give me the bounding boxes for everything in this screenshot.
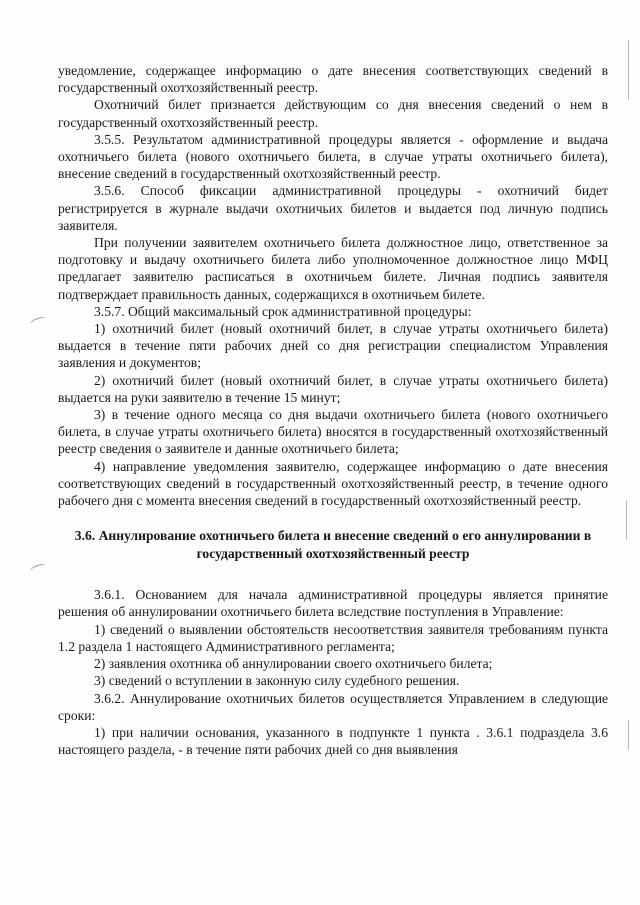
- paragraph-3-5-5: 3.5.5. Результатом административной процедуры является - оформление и выдача охотничьего билета (нового охотничьего билета, в случае утраты охотничьего билета), внесение сведений в государственный охотхозяйственный реестр.: [58, 131, 608, 182]
- scan-edge-line: [628, 720, 629, 750]
- list-item: 1) сведений о выявлении обстоятельств несоответствия заявителя требованиям пункта 1.2 раздела 1 настоящего Административного регламента;: [58, 621, 608, 654]
- scan-edge-line: [626, 500, 627, 540]
- list-item: 1) при наличии основания, указанного в подпункте 1 пункта . 3.6.1 подраздела 3.6 настоящего раздела, - в течение пяти рабочих дней со дня выявления: [58, 724, 608, 758]
- scan-artifact-mark: [29, 315, 46, 327]
- paragraph-3-6-1: 3.6.1. Основанием для начала административной процедуры является принятие решения об аннулировании охотничьего билета вследствие поступления в Управление:: [58, 587, 608, 620]
- paragraph-3-5-6: 3.5.6. Способ фиксации административной процедуры - охотничий бидет регистрируется в журнале выдачи охотничьих билетов и выдается под личную подпись заявителя.: [58, 183, 608, 233]
- section-heading-3-6: 3.6. Аннулирование охотничьего билета и внесение сведений о его аннулировании в государственный охотхозяйственный реестр: [74, 528, 592, 561]
- paragraph-3-5-7: 3.5.7. Общий максимальный срок административной процедуры:: [94, 303, 472, 319]
- list-item: 4) направление уведомления заявителю, содержащее информацию о дате внесения соответствующих сведений в государственный охотхозяйственный реестр, в течение одного рабочего дня с момента внесения сведений в государственный охотхозяйственный реестр.: [58, 458, 608, 509]
- list-item: 2) заявления охотника об аннулировании своего охотничьего билета;: [94, 656, 493, 672]
- scan-edge-line: [628, 40, 629, 100]
- list-item: 2) охотничий билет (новый охотничий билет, в случае утраты охотничьего билета) выдается на руки заявителю в течение 15 минут;: [58, 372, 608, 405]
- scan-artifact-mark: [29, 562, 46, 574]
- paragraph-continuation: уведомление, содержащее информацию о дате внесения соответствующих сведений в государственный охотхозяйственный реестр.: [58, 63, 608, 96]
- paragraph-3-6-2: 3.6.2. Аннулирование охотничьих билетов осуществляется Управлением в следующие сроки:: [58, 690, 608, 723]
- paragraph: Охотничий билет признается действующим со дня внесения сведений о нем в государственный охотхозяйственный реестр.: [58, 97, 608, 130]
- paragraph: При получении заявителем охотничьего билета должностное лицо, ответственное за подготовку и выдачу охотничьего билета либо уполномоченное должностное лицо МФЦ предлагает заявителю расписаться в охотничьем билете. Личная подпись заявителя подтверждает правильность данных, содержащихся в охотничьем билете.: [58, 235, 608, 302]
- list-item: 1) охотничий билет (новый охотничий билет, в случае утраты охотничьего билета) выдается в течение пяти рабочих дней со дня регистрации специалистом Управления заявления и документов;: [58, 321, 608, 371]
- document-body: [58, 62, 608, 758]
- list-item: 3) в течение одного месяца со дня выдачи охотничьего билета (нового охотничьего билета, в случае утраты охотничьего билета) вносятся в государственный охотхозяйственный реестр сведения о заявителе и данные охотничьего билета;: [58, 407, 608, 457]
- list-item: 3) сведений о вступлении в законную силу судебного решения.: [94, 673, 460, 689]
